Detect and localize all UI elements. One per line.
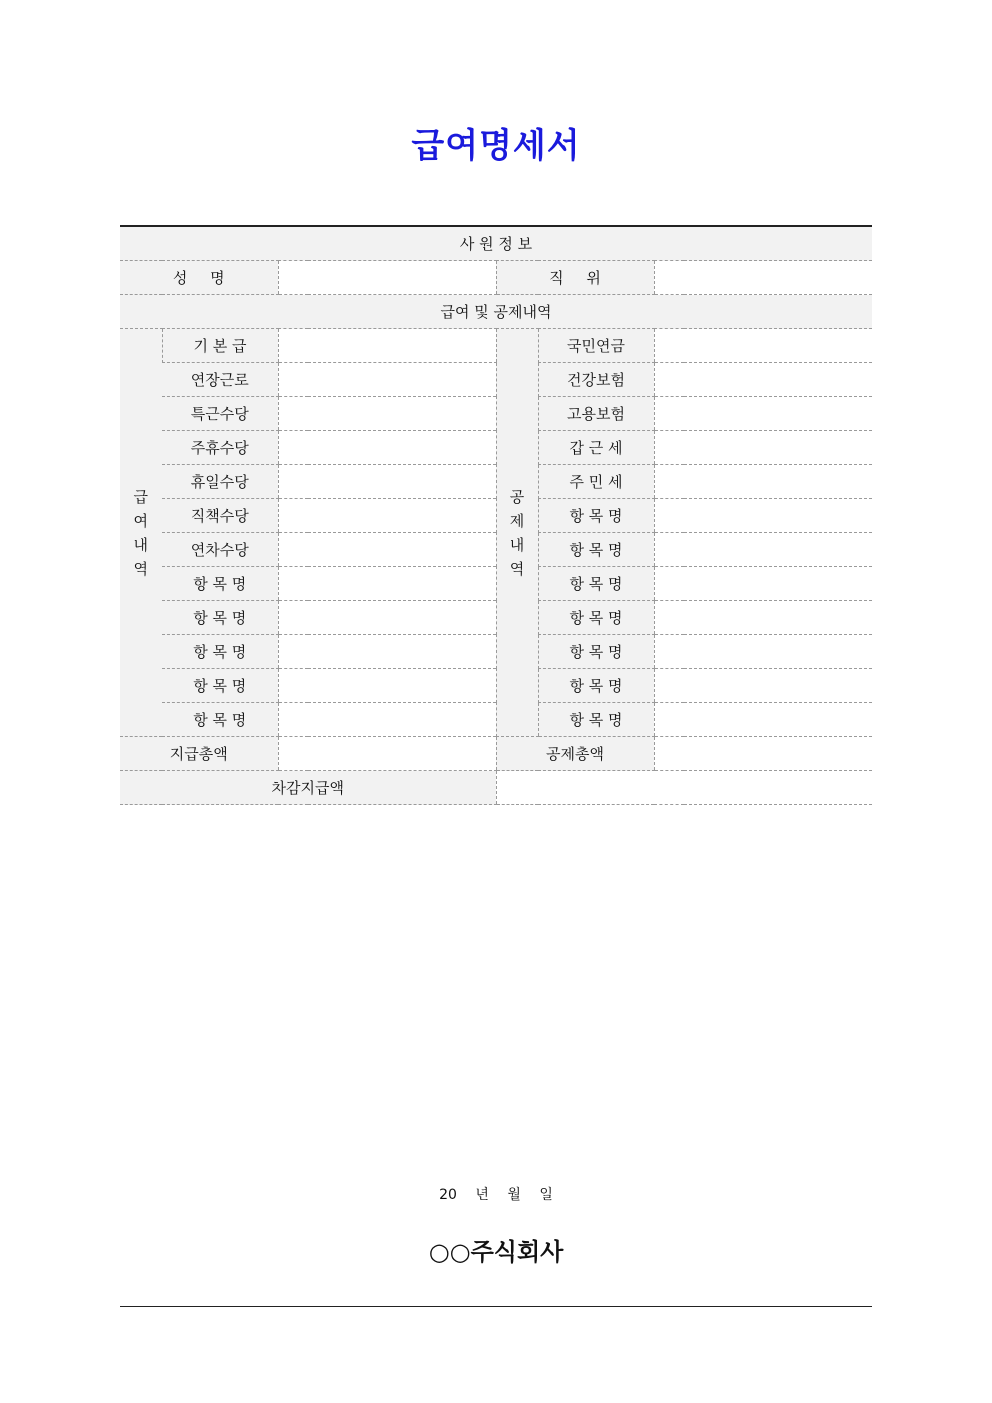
pay-item-amount[interactable] xyxy=(278,533,496,567)
pay-item-amount[interactable] xyxy=(278,329,496,363)
deduction-item-amount[interactable] xyxy=(654,601,872,635)
net-pay-row xyxy=(120,771,872,805)
pay-item-label: 특근수당 xyxy=(162,397,278,431)
document-title: 급여명세서 xyxy=(411,126,581,166)
deduction-item-amount[interactable] xyxy=(654,465,872,499)
deduction-item-amount[interactable] xyxy=(654,397,872,431)
pay-side-label-char: 여 xyxy=(133,511,148,530)
pay-item-amount[interactable] xyxy=(278,431,496,465)
deduction-item-label: 항 목 명 xyxy=(538,533,654,567)
deduction-item-label: 항 목 명 xyxy=(538,703,654,737)
pay-total-label: 지급총액 xyxy=(120,737,278,771)
totals-row xyxy=(120,737,872,771)
deduction-side-label xyxy=(496,329,538,737)
deduction-item-amount[interactable] xyxy=(654,635,872,669)
deduction-item-label: 항 목 명 xyxy=(538,601,654,635)
deduction-item-label: 항 목 명 xyxy=(538,499,654,533)
pay-item-amount[interactable] xyxy=(278,465,496,499)
name-label: 성 명 xyxy=(120,261,278,295)
deduction-side-label-char: 역 xyxy=(509,559,525,578)
pay-item-label: 항 목 명 xyxy=(162,601,278,635)
pay-item-amount[interactable] xyxy=(278,363,496,397)
pay-item-label: 주휴수당 xyxy=(162,431,278,465)
deduction-item-amount[interactable] xyxy=(654,329,872,363)
pay-item-label: 항 목 명 xyxy=(162,567,278,601)
pay-side-label-char: 내 xyxy=(133,535,148,554)
pay-item-label: 항 목 명 xyxy=(162,635,278,669)
position-label: 직 위 xyxy=(496,261,654,295)
deduction-item-label: 건강보험 xyxy=(538,363,654,397)
deduction-item-amount[interactable] xyxy=(654,499,872,533)
position-field[interactable] xyxy=(654,261,872,295)
pay-item-label: 휴일수당 xyxy=(162,465,278,499)
deduction-item-amount[interactable] xyxy=(654,363,872,397)
pay-side-label-char: 급 xyxy=(133,487,148,506)
pay-item-label: 연장근로 xyxy=(162,363,278,397)
deduction-total-label: 공제총액 xyxy=(496,737,654,771)
pay-item-label: 항 목 명 xyxy=(162,669,278,703)
company-name: ○○주식회사 xyxy=(428,1238,564,1266)
pay-item-amount[interactable] xyxy=(278,397,496,431)
deduction-item-label: 항 목 명 xyxy=(538,669,654,703)
deduction-total-amount[interactable] xyxy=(654,737,872,771)
pay-item-amount[interactable] xyxy=(278,567,496,601)
deduction-item-label: 항 목 명 xyxy=(538,567,654,601)
pay-item-label: 항 목 명 xyxy=(162,703,278,737)
pay-item-label: 직책수당 xyxy=(162,499,278,533)
deduction-side-label-char: 공 xyxy=(509,487,525,506)
deduction-item-amount[interactable] xyxy=(654,669,872,703)
pay-total-amount[interactable] xyxy=(278,737,496,771)
footer-rule xyxy=(120,1306,872,1307)
pay-side-label-char: 역 xyxy=(133,559,148,578)
deduction-item-label: 갑 근 세 xyxy=(538,431,654,465)
deduction-item-amount[interactable] xyxy=(654,703,872,737)
deduction-item-label: 주 민 세 xyxy=(538,465,654,499)
deduction-item-label: 국민연금 xyxy=(538,329,654,363)
pay-side-label xyxy=(120,329,162,737)
pay-item-amount[interactable] xyxy=(278,601,496,635)
employee-info-header: 사 원 정 보 xyxy=(120,226,872,261)
item-row xyxy=(120,329,872,363)
pay-item-label: 기 본 급 xyxy=(162,329,278,363)
pay-item-amount[interactable] xyxy=(278,669,496,703)
pay-item-label: 연차수당 xyxy=(162,533,278,567)
deduction-item-label: 고용보험 xyxy=(538,397,654,431)
deduction-side-label-char: 제 xyxy=(509,511,525,530)
pay-deduction-header: 급여 및 공제내역 xyxy=(120,295,872,329)
name-field[interactable] xyxy=(278,261,496,295)
net-pay-amount[interactable] xyxy=(496,771,872,805)
net-pay-label: 차감지급액 xyxy=(120,771,496,805)
payslip-table xyxy=(120,225,872,805)
deduction-item-label: 항 목 명 xyxy=(538,635,654,669)
deduction-item-amount[interactable] xyxy=(654,567,872,601)
pay-item-amount[interactable] xyxy=(278,499,496,533)
deduction-side-label-char: 내 xyxy=(509,535,525,554)
pay-item-amount[interactable] xyxy=(278,703,496,737)
pay-item-amount[interactable] xyxy=(278,635,496,669)
issue-date: 20 년 월 일 xyxy=(439,1187,553,1203)
deduction-item-amount[interactable] xyxy=(654,431,872,465)
deduction-item-amount[interactable] xyxy=(654,533,872,567)
